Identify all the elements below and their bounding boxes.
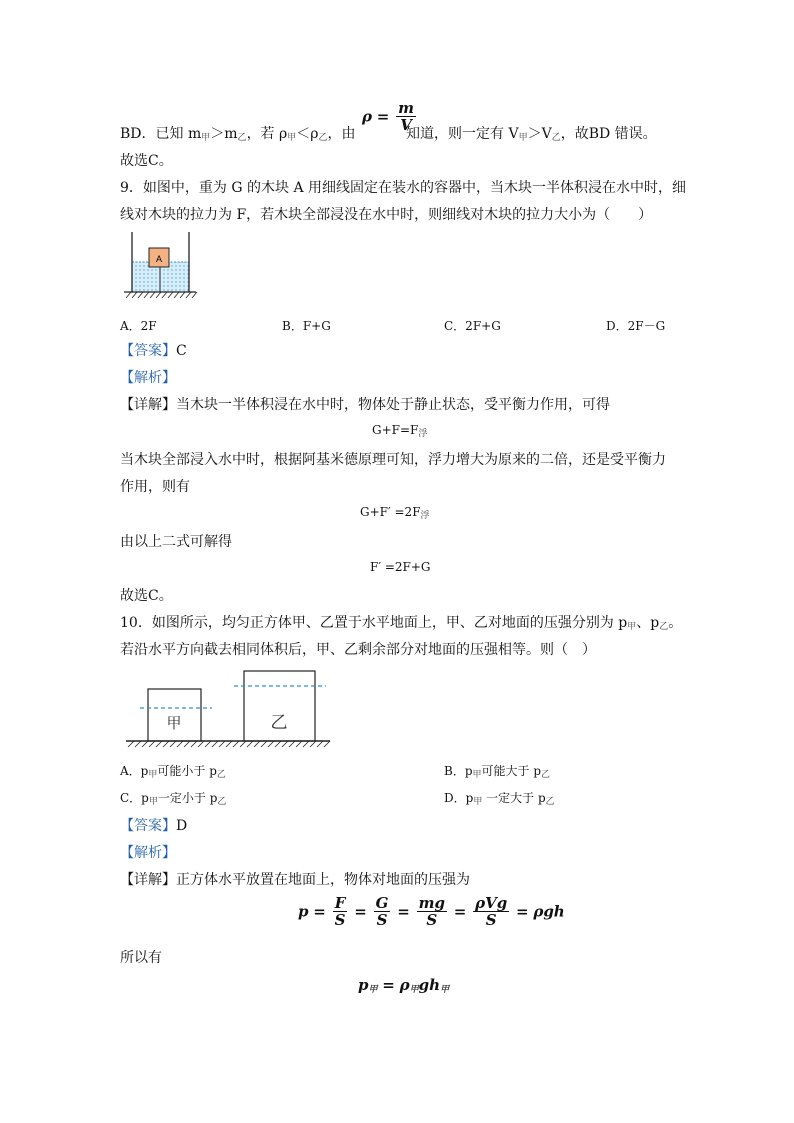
detail-text: 正方体水平放置在地面上，物体对地面的压强为 xyxy=(176,872,470,888)
option-text: 一定小于 p xyxy=(157,791,218,805)
fraction-numerator: F xyxy=(333,895,348,912)
formula-eq: = xyxy=(313,902,326,921)
q9-conclusion: 故选C。 xyxy=(120,588,173,604)
text-run: 、p xyxy=(636,615,660,631)
q10-analysis-label: 【解析】 xyxy=(120,845,176,861)
fraction-denominator: S xyxy=(426,911,438,929)
text-run: ＞V xyxy=(527,126,552,142)
line-bd-tail xyxy=(406,123,657,143)
subscript: 甲 xyxy=(627,622,637,632)
subscript: 乙 xyxy=(318,133,328,143)
formula-eq: = xyxy=(354,902,367,921)
option-text: 可能大于 p xyxy=(481,764,542,778)
subscript: 乙 xyxy=(551,133,561,143)
block-label: A xyxy=(155,254,163,264)
text-run: ，故BD 错误。 xyxy=(560,126,657,142)
formula-eq: = xyxy=(515,902,529,921)
fraction-rvg-s xyxy=(473,895,509,928)
option-text: C．p xyxy=(120,791,149,805)
subscript: 浮 xyxy=(420,511,430,521)
fraction-numerator: G xyxy=(375,894,389,912)
fraction-numerator: m xyxy=(398,99,414,117)
detail-label: 【详解】 xyxy=(120,397,176,413)
ground-hatch xyxy=(128,741,330,747)
answer-value: C xyxy=(176,343,187,359)
pressure-formula xyxy=(298,895,565,928)
text-run: ，由 xyxy=(327,126,356,142)
q9-option-a[interactable]: A．2F xyxy=(120,319,157,333)
text-run: ＞m xyxy=(210,126,238,142)
text-run: 。 xyxy=(668,615,683,631)
formula-eq: = xyxy=(376,107,390,126)
subscript: 甲 xyxy=(440,985,450,995)
fraction-denominator: S xyxy=(485,911,497,929)
fraction-denominator: V xyxy=(400,116,412,134)
subscript: 乙 xyxy=(237,133,247,143)
subscript: 甲 xyxy=(148,797,158,807)
formula-rho: ρ xyxy=(362,107,372,126)
q10-answer xyxy=(120,815,187,835)
subscript: 浮 xyxy=(418,429,428,439)
q10-option-a[interactable] xyxy=(120,762,226,780)
answer-label: 【答案】 xyxy=(120,343,176,359)
q9-option-c[interactable]: C．2F+G xyxy=(444,319,501,333)
option-text: 一定大于 p xyxy=(482,791,546,805)
q10-line2: 若沿水平方向截去相同体积后，甲、乙剩余部分对地面的压强相等。则（ ） xyxy=(120,642,596,658)
answer-label: 【答案】 xyxy=(120,818,176,834)
equation-text: G+F=F xyxy=(372,423,419,437)
q9-container-diagram xyxy=(122,228,198,300)
q9-detail2b: 作用，则有 xyxy=(120,479,190,495)
formula-rgh: ρgh xyxy=(533,902,565,921)
q10-detail2: 所以有 xyxy=(120,950,162,966)
text-run: 知道，则一定有 V xyxy=(406,126,519,142)
q10-option-d[interactable] xyxy=(444,789,555,807)
q9-detail2a: 当木块全部浸入水中时，根据阿基米德原理可知，浮力增大为原来的二倍，还是受平衡力 xyxy=(120,452,666,468)
answer-value: D xyxy=(176,818,188,834)
formula-p: p xyxy=(358,976,369,994)
q9-detail1 xyxy=(120,394,610,414)
q9-detail3: 由以上二式可解得 xyxy=(120,534,232,550)
formula-eq: = xyxy=(453,902,467,921)
subscript: 甲 xyxy=(473,797,483,807)
subscript: 乙 xyxy=(217,797,227,807)
fraction-g-s xyxy=(374,895,391,928)
text-run: ＜ρ xyxy=(296,126,319,142)
subscript: 甲 xyxy=(201,133,211,143)
detail-label: 【详解】 xyxy=(120,872,176,888)
fraction-numerator: ρVg xyxy=(475,894,508,912)
subscript: 乙 xyxy=(541,770,551,780)
q9-option-b[interactable]: B．F+G xyxy=(282,319,331,333)
formula-g: g xyxy=(418,976,430,994)
q9-line2: 线对木块的拉力为 F，若木块全部浸没在水中时，则细线对木块的拉力大小为（ ） xyxy=(120,207,653,223)
q9-eq2 xyxy=(360,505,430,521)
fraction-mg-s xyxy=(417,895,447,928)
subscript: 甲 xyxy=(472,770,482,780)
detail-text: 当木块一半体积浸在水中时，物体处于静止状态，受平衡力作用，可得 xyxy=(176,397,610,413)
q9-eq3: F′ =2F+G xyxy=(370,560,431,574)
subscript: 甲 xyxy=(409,985,419,995)
q10-option-b[interactable] xyxy=(444,762,550,780)
label-yi: 乙 xyxy=(270,713,288,733)
subscript: 甲 xyxy=(368,985,378,995)
option-text: D．p xyxy=(444,791,474,805)
ground-hatch xyxy=(126,292,197,298)
q9-option-d[interactable]: D．2F－G xyxy=(606,319,666,333)
fraction-denominator: S xyxy=(334,911,346,929)
text-run: ，若 ρ xyxy=(246,126,288,142)
text-run: BD．已知 m xyxy=(120,126,202,142)
q9-eq1 xyxy=(372,423,427,439)
subscript: 甲 xyxy=(287,133,297,143)
conclusion-c-1: 故选C。 xyxy=(120,153,173,169)
q9-analysis-label: 【解析】 xyxy=(120,370,176,386)
formula-eq: = xyxy=(397,902,410,921)
fraction-numerator: mg xyxy=(418,894,445,912)
subscript: 乙 xyxy=(216,770,226,780)
fraction-f-s xyxy=(333,895,348,928)
equation-text: G+F′ =2F xyxy=(360,505,421,519)
subscript: 甲 xyxy=(518,133,528,143)
formula-rho: ρ xyxy=(399,976,410,994)
formula-p: p xyxy=(298,902,309,921)
subscript: 乙 xyxy=(659,622,669,632)
line-bd xyxy=(120,123,356,143)
q10-option-c[interactable] xyxy=(120,789,226,807)
subscript: 乙 xyxy=(545,797,555,807)
fraction-denominator: S xyxy=(376,911,388,929)
q10-cubes-diagram xyxy=(124,664,334,748)
label-jia: 甲 xyxy=(166,714,182,732)
option-text: B．p xyxy=(444,764,473,778)
option-text: 可能小于 p xyxy=(157,764,217,778)
subscript: 甲 xyxy=(148,770,158,780)
q10-line1 xyxy=(120,612,682,632)
text-run: 10．如图所示，均匀正方体甲、乙置于水平地面上，甲、乙对地面的压强分别为 p xyxy=(120,615,628,631)
q10-detail1 xyxy=(120,869,470,889)
p-jia-formula xyxy=(358,976,449,995)
q9-answer xyxy=(120,340,187,360)
option-text: A．p xyxy=(120,764,149,778)
q9-line1: 9．如图中，重为 G 的木块 A 用细线固定在装水的容器中，当木块一半体积浸在水中时，细 xyxy=(120,180,686,196)
formula-h: h xyxy=(429,976,441,994)
formula-eq: = xyxy=(382,976,395,994)
